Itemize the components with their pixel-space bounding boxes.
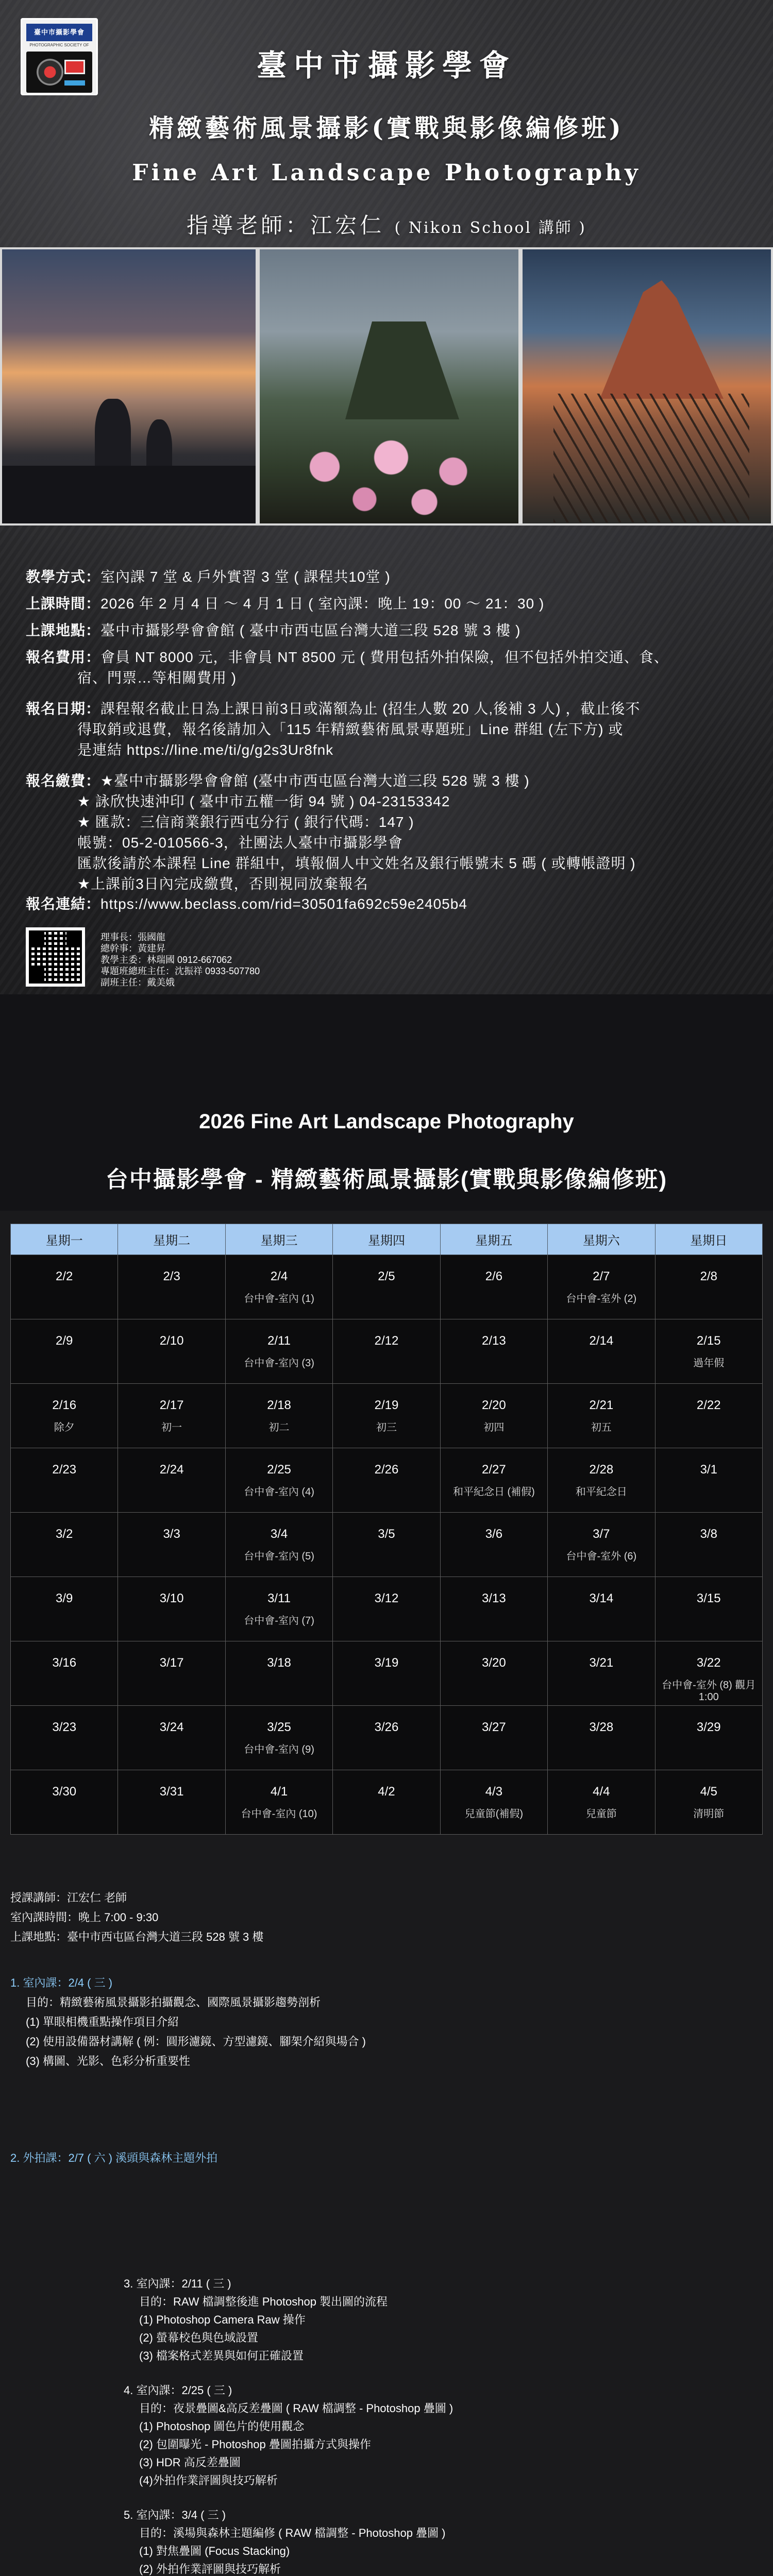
calendar-day-cell [225,1641,332,1706]
calendar-week-row [11,1319,763,1384]
calendar-day-cell [11,1255,118,1319]
calendar-day-cell [548,1255,655,1319]
day-date: 3/16 [52,1656,77,1670]
lesson-title: 4. 室內課：2/25 ( 三 ) [124,2384,232,2397]
day-note: 台中會-室內 (4) [244,1486,314,1498]
calendar-day-cell [548,1384,655,1448]
day-note: 台中會-室內 (5) [244,1551,314,1562]
line-group-link[interactable]: 是連結 https://line.me/ti/g/g2s3Ur8fnk [77,742,334,758]
lesson-block [124,2275,742,2365]
day-note: 台中會-室內 (9) [244,1744,314,1755]
schedule-title-en: 2026 Fine Art Landscape Photography [199,1110,574,1133]
day-note: 初三 [376,1422,397,1433]
photo-strip [0,247,773,526]
calendar-day-cell [548,1513,655,1577]
photo-peak-sunrise [520,247,773,526]
calendar-week-row [11,1384,763,1448]
lesson-goal: 目的：精緻藝術風景攝影拍攝觀念、國際風景攝影趨勢剖析 [26,1996,321,2009]
day-note: 初四 [483,1422,505,1433]
calendar-day-cell [548,1319,655,1384]
day-date: 3/19 [374,1656,399,1670]
day-note: 過年假 [693,1358,725,1369]
calendar-day-cell [655,1577,762,1641]
day-date: 2/8 [700,1269,717,1283]
calendar-day-cell [118,1384,225,1448]
day-date: 3/13 [482,1591,506,1605]
day-note: 初一 [161,1422,182,1433]
day-date: 2/25 [267,1463,291,1477]
contact-list [100,931,260,988]
day-date: 3/14 [589,1591,614,1605]
calendar-day-cell [548,1641,655,1706]
instructor-note: ( Nikon School 講師 ) [394,219,586,237]
calendar-day-cell [11,1384,118,1448]
calendar-day-cell [655,1770,762,1835]
calendar-body [11,1255,763,1835]
day-date: 2/4 [270,1269,288,1283]
day-note: 和平紀念日 (補假) [452,1486,535,1498]
calendar-day-cell [655,1641,762,1706]
calendar-day-cell [333,1319,440,1384]
day-date: 2/12 [374,1334,399,1348]
logo-subtext: PHOTOGRAPHIC SOCIETY OF [29,43,89,47]
calendar-day-cell [11,1448,118,1513]
photo-mountain-flowers [258,247,520,526]
day-date: 3/20 [482,1656,506,1670]
lesson-block [124,2506,742,2576]
signup-link[interactable]: https://www.beclass.com/rid=30501fa692c59e2405b4 [100,896,467,912]
weekday-header: 星期五 [440,1224,547,1255]
calendar-day-cell [118,1577,225,1641]
day-date: 2/6 [485,1269,503,1283]
logo-text: 臺中市攝影學會 [26,24,92,41]
calendar-day-cell [440,1319,547,1384]
info-place: 上課地點：臺中市攝影學會會館 ( 臺中市西屯區台灣大道三段 528 號 3 樓 ) [26,622,521,638]
photo-seascape [0,247,258,526]
calendar-day-cell [333,1770,440,1835]
day-date: 2/27 [482,1463,506,1477]
info-signup: 報名日期：課程報名截止日為上課日前3日或滿額為止 (招生人數 20 人,後補 3 人) ，截止後不 得取銷或退費，報名後請加入「115 年精緻藝術風景專題班」Line 群組 (左下方) 或 是連結 https://line.me/ti/g/g2s3Ur8fnk [26,699,752,760]
lesson-item: (2) 使用設備器材講解 ( 例：圓形濾鏡、方型濾鏡、腳架介紹與場合 ) [26,2035,366,2048]
lesson-goal: 目的：溪場與森林主題編修 ( RAW 檔調整 - Photoshop 疊圖 ) [139,2527,446,2539]
info-fee: 報名費用：會員 NT 8000 元，非會員 NT 8500 元 ( 費用包括外拍保險，但不包括外拍交通、食、 宿、門票…等相關費用 ) [26,649,669,686]
day-note: 清明節 [693,1808,725,1820]
summary-teacher: 授課講師：江宏仁 老師 [10,1891,127,1904]
calendar-day-cell [333,1384,440,1448]
contact-item: 副班主任：戴美娥 [100,977,175,988]
instructor-name: 指導老師：江宏仁 [187,213,385,238]
qr-code-icon[interactable] [26,927,85,987]
society-title: 臺中市攝影學會 [256,48,516,83]
calendar-week-row [11,1770,763,1835]
contact-item: 總幹事：黃建昇 [100,943,165,954]
calendar-day-cell [548,1770,655,1835]
calendar-day-cell [225,1770,332,1835]
day-date: 2/16 [52,1398,77,1412]
weekday-header: 星期二 [118,1224,225,1255]
day-date: 2/7 [593,1269,610,1283]
lesson-item: (1) Photoshop 圖色片的使用觀念 [139,2420,305,2433]
calendar-day-cell [118,1770,225,1835]
lesson-item: (1) 單眼相機重點操作項目介紹 [26,2015,179,2028]
day-note: 兒童節(補假) [464,1808,524,1820]
calendar-day-cell [440,1384,547,1448]
day-date: 4/3 [485,1785,503,1799]
calendar-day-cell [225,1384,332,1448]
day-date: 2/5 [378,1269,395,1283]
calendar-week-row [11,1255,763,1319]
day-note: 台中會-室內 (3) [244,1358,314,1369]
day-date: 3/7 [593,1527,610,1541]
day-date: 3/29 [696,1720,721,1734]
calendar-day-cell [440,1513,547,1577]
day-date: 3/3 [163,1527,180,1541]
day-date: 2/28 [589,1463,614,1477]
day-date: 3/27 [482,1720,506,1734]
day-date: 3/8 [700,1527,717,1541]
weekday-header: 星期三 [225,1224,332,1255]
contact-item: 教學主委：林瑞國 0912-667062 [100,955,232,965]
weekday-header: 星期日 [655,1224,762,1255]
lesson-goal: 目的：RAW 檔調整後進 Photoshop 製出圖的流程 [139,2295,388,2308]
lesson-item: (1) 對焦疊圖 (Focus Stacking) [139,2545,290,2557]
lesson-goal: 目的：夜景疊圖&高反差疊圖 ( RAW 檔調整 - Photoshop 疊圖 ) [139,2402,453,2415]
day-date: 3/6 [485,1527,503,1541]
calendar-day-cell [11,1577,118,1641]
calendar-day-cell [333,1448,440,1513]
day-date: 2/26 [374,1463,399,1477]
day-date: 3/22 [696,1656,721,1670]
day-note: 和平紀念日 [575,1486,627,1498]
day-date: 2/20 [482,1398,506,1412]
day-note: 台中會-室內 (1) [244,1293,314,1304]
calendar-day-cell [11,1641,118,1706]
day-date: 3/31 [159,1785,184,1799]
calendar-day-cell [655,1706,762,1770]
day-note: 台中會-室內 (10) [241,1808,317,1820]
calendar-day-cell [440,1641,547,1706]
info-payment: 報名繳費：★臺中市攝影學會會館 (臺中市西屯區台灣大道三段 528 號 3 樓 ) ★ 詠欣快速沖印 ( 臺中市五權一街 94 號 ) 04-23153342 ★ 匯款：三信商業銀行西屯分行 ( 銀行代碼：147 ) 帳號：05-2-010566-3，社團法人臺中市攝影學會 匯款後請於本課程 Line 群組中，填報個人中文姓名及銀行帳號末 5 碼 ( 或轉帳證明 ) ★上課前3日內完成繳費，否則視同放棄報名 [26,773,636,892]
calendar-week-row [11,1513,763,1577]
day-note: 初五 [591,1422,612,1433]
day-date: 2/21 [589,1398,614,1412]
day-note: 台中會-室外 (6) [566,1551,637,1562]
day-date: 3/2 [56,1527,73,1541]
calendar-day-cell [225,1706,332,1770]
lesson-item: (1) Photoshop Camera Raw 操作 [139,2313,306,2326]
summary-location: 上課地點：臺中市西屯區台灣大道三段 528 號 3 樓 [10,1930,264,1943]
day-date: 2/3 [163,1269,180,1283]
lesson-1 [10,1973,366,2071]
day-date: 3/28 [589,1720,614,1734]
calendar-day-cell [655,1319,762,1384]
calendar-week-row [11,1577,763,1641]
day-date: 2/23 [52,1463,77,1477]
calendar-day-cell [548,1577,655,1641]
day-date: 2/11 [267,1334,291,1348]
day-date: 3/21 [589,1656,614,1670]
day-date: 2/14 [589,1334,614,1348]
day-date: 3/17 [159,1656,184,1670]
calendar-day-cell [118,1706,225,1770]
calendar-week-row [11,1448,763,1513]
lesson-title: 1. 室內課：2/4 ( 三 ) [10,1976,113,1989]
day-date: 4/5 [700,1785,717,1799]
calendar-day-cell [440,1770,547,1835]
lesson-item: (2) 包圍曝光 - Photoshop 疊圖拍攝方式與操作 [139,2438,371,2451]
day-date: 4/4 [593,1785,610,1799]
info-time: 上課時間：2026 年 2 月 4 日 ～ 4 月 1 日 ( 室內課：晚上 19：00 ～ 21：30 ) [26,596,545,612]
calendar-day-cell [655,1513,762,1577]
day-note: 台中會-室外 (2) [566,1293,637,1304]
calendar-day-cell [118,1255,225,1319]
lesson-list [124,2275,742,2576]
calendar-week-row [11,1641,763,1706]
day-note: 除夕 [54,1422,75,1433]
lesson-item: (2) 螢幕校色與色域設置 [139,2331,259,2344]
calendar-day-cell [440,1706,547,1770]
calendar-day-cell [11,1319,118,1384]
calendar-day-cell [118,1319,225,1384]
lesson-item: (3) 檔案格式差異與如何正確設置 [139,2349,304,2362]
summary-class-time: 室內課時間：晚上 7:00 - 9:30 [10,1911,159,1924]
course-title-en: Fine Art Landscape Photography [132,160,641,186]
info-link: 報名連結：https://www.beclass.com/rid=30501fa692c59e2405b4 [26,896,467,912]
day-date: 2/15 [696,1334,721,1348]
day-date: 2/18 [267,1398,291,1412]
calendar-day-cell [333,1641,440,1706]
day-date: 3/26 [374,1720,399,1734]
day-date: 4/2 [378,1785,395,1799]
calendar-day-cell [225,1255,332,1319]
lesson-item: (4)外拍作業評圖與技巧解析 [139,2474,278,2487]
day-date: 2/24 [159,1463,184,1477]
lesson-title: 3. 室內課：2/11 ( 三 ) [124,2277,231,2290]
schedule-title-zh: 台中攝影學會 - 精緻藝術風景攝影(實戰與影像編修班) [105,1167,668,1192]
day-date: 3/23 [52,1720,77,1734]
day-date: 2/17 [159,1398,184,1412]
day-date: 2/22 [696,1398,721,1412]
day-note: 台中會-室內 (7) [244,1615,314,1626]
contact-item: 理事長：張國龍 [100,932,165,942]
calendar-day-cell [655,1255,762,1319]
day-note: 兒童節 [585,1808,617,1820]
calendar-week-row [11,1706,763,1770]
calendar-day-cell [11,1513,118,1577]
day-date: 3/25 [267,1720,291,1734]
lesson-title: 2. 外拍課：2/7 ( 六 ) 溪頭與森林主題外拍 [10,2151,218,2164]
day-date: 3/18 [267,1656,291,1670]
calendar-day-cell [548,1706,655,1770]
lesson-block [124,2381,742,2489]
lesson-item: (2) 外拍作業評圖與技巧解析 [139,2563,281,2575]
day-date: 2/19 [374,1398,399,1412]
calendar-day-cell [440,1577,547,1641]
lesson-item: (3) HDR 高反差疊圖 [139,2456,241,2469]
calendar-day-cell [11,1770,118,1835]
hero-banner [0,0,773,994]
day-date: 3/12 [374,1591,399,1605]
weekday-header: 星期四 [333,1224,440,1255]
day-date: 3/4 [270,1527,288,1541]
day-date: 3/24 [159,1720,184,1734]
lesson-item: (3) 構圖、光影、色彩分析重要性 [26,2055,191,2067]
day-date: 2/10 [159,1334,184,1348]
calendar-day-cell [11,1706,118,1770]
contact-item: 專題班總班主任：沈振祥 0933-507780 [100,966,260,976]
calendar-day-cell [225,1319,332,1384]
day-date: 3/30 [52,1785,77,1799]
day-date: 3/10 [159,1591,184,1605]
calendar-day-cell [655,1384,762,1448]
calendar-day-cell [333,1255,440,1319]
summary-block [10,1888,263,1947]
calendar-day-cell [225,1513,332,1577]
calendar-day-cell [118,1513,225,1577]
course-title-zh: 精緻藝術風景攝影(實戰與影像編修班) [149,114,624,143]
calendar-day-cell [118,1641,225,1706]
day-date: 3/15 [696,1591,721,1605]
lesson-title: 5. 室內課：3/4 ( 三 ) [124,2509,226,2521]
day-date: 3/9 [56,1591,73,1605]
calendar-day-cell [333,1513,440,1577]
day-date: 4/1 [270,1785,288,1799]
calendar-day-cell [440,1255,547,1319]
lesson-2 [10,2148,217,2168]
info-method: 教學方式：室內課 7 堂 & 戶外實習 3 堂 ( 課程共10堂 ) [26,569,391,585]
calendar-day-cell [333,1577,440,1641]
schedule-calendar [10,1224,763,1835]
weekday-header: 星期六 [548,1224,655,1255]
day-date: 3/5 [378,1527,395,1541]
calendar-day-cell [118,1448,225,1513]
calendar-day-cell [225,1448,332,1513]
calendar-header [11,1224,763,1255]
day-date: 2/9 [56,1334,73,1348]
calendar-day-cell [225,1577,332,1641]
calendar-day-cell [548,1448,655,1513]
day-date: 3/1 [700,1463,717,1477]
day-date: 3/11 [267,1591,291,1605]
calendar-day-cell [440,1448,547,1513]
day-date: 2/13 [482,1334,506,1348]
calendar-day-cell [333,1706,440,1770]
instructor-line [0,209,773,240]
day-date: 2/2 [56,1269,73,1283]
weekday-header: 星期一 [11,1224,118,1255]
day-note: 初二 [268,1422,290,1433]
day-note: 台中會-室外 (8) 觀月 1:00 [662,1680,756,1703]
calendar-day-cell [655,1448,762,1513]
